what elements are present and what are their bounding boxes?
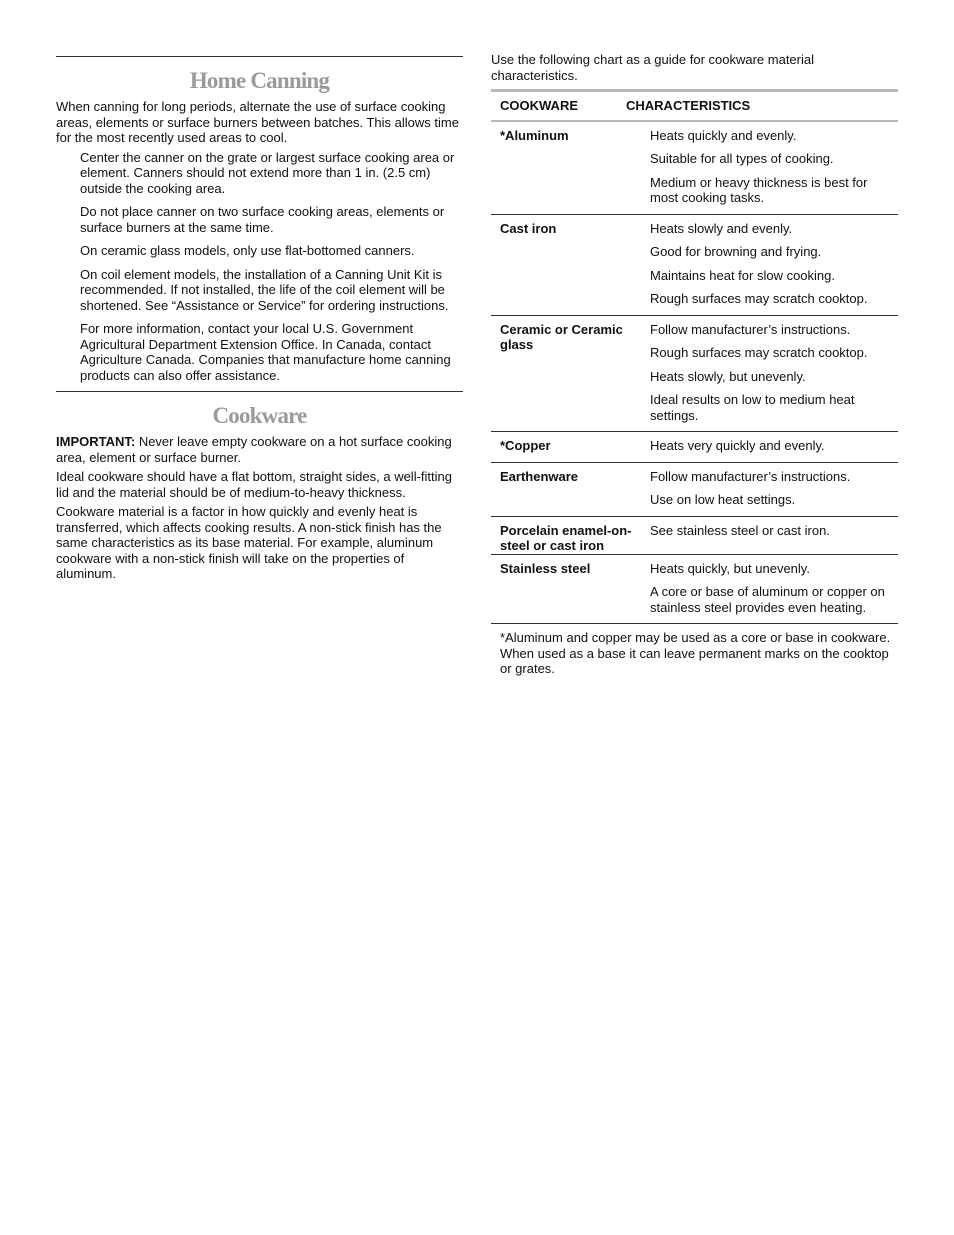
characteristic-item: Heats quickly and evenly.	[650, 127, 797, 143]
characteristic-item: Heats very quickly and evenly.	[650, 438, 825, 453]
canning-point: On coil element models, the installation of a Canning Unit Kit is recommended. If not installed, the life of the coil element will be shortened. See “Assistance or Service” for ordering instructions.	[80, 266, 449, 313]
table-footnote: *Aluminum and copper may be used as a core or base in cookware. When used as a base it can leave permanent marks on the cooktop or grates.	[500, 630, 891, 676]
chart-intro: Use the following chart as a guide for cookware material characteristics.	[491, 52, 814, 83]
home-canning-points	[56, 150, 463, 384]
table-row	[491, 555, 898, 625]
characteristic-item: Rough surfaces may scratch cooktop.	[650, 291, 868, 306]
home-canning-intro: When canning for long periods, alternate the use of surface cooking areas, elements or surface burners between batches. This allows time for the most recently used areas to cool.	[56, 99, 459, 145]
characteristic-item: Medium or heavy thickness is best for most cooking tasks.	[650, 174, 868, 205]
important-text: Never leave empty cookware on a hot surface cooking area, element or surface burner.	[56, 434, 452, 465]
characteristic-item: See stainless steel or cast iron.	[650, 522, 830, 538]
table-row	[491, 463, 898, 517]
cookware-name: Stainless steel	[500, 560, 591, 576]
section-divider	[56, 391, 463, 392]
section-divider	[56, 56, 463, 57]
characteristics-cell	[650, 561, 898, 624]
cookware-para-2: Cookware material is a factor in how quickly and evenly heat is transferred, which affects cooking results. A non-stick finish has the same characteristics as its base material. For example, aluminum cookware with a non-stick finish will take on the properties of aluminum.	[56, 504, 442, 581]
canning-point: Do not place canner on two surface cooking areas, elements or surface burners at the same time.	[80, 204, 445, 235]
table-row	[491, 122, 898, 215]
header-characteristics: CHARACTERISTICS	[626, 98, 751, 113]
characteristic-item: Rough surfaces may scratch cooktop.	[650, 345, 868, 360]
cookware-name: *Copper	[500, 438, 551, 453]
characteristic-item: Heats slowly and evenly.	[650, 220, 793, 236]
cookware-name: *Aluminum	[500, 127, 569, 143]
important-label: IMPORTANT:	[56, 434, 136, 449]
characteristics-cell	[650, 438, 898, 462]
characteristics-cell	[650, 469, 898, 516]
cookware-para-1: Ideal cookware should have a flat bottom, straight sides, a well-fitting lid and the material should be of medium-to-heavy thickness.	[56, 469, 452, 500]
cookware-name: Cast iron	[500, 220, 557, 236]
characteristic-item: Heats slowly, but unevenly.	[650, 368, 806, 384]
characteristics-cell	[650, 221, 898, 315]
left-column	[56, 56, 463, 586]
characteristics-cell	[650, 523, 898, 554]
canning-point: On ceramic glass models, only use flat-bottomed canners.	[80, 243, 415, 258]
cookware-title: Cookware	[212, 403, 307, 428]
table-row	[491, 316, 898, 433]
characteristics-cell	[650, 128, 898, 214]
characteristic-item: Follow manufacturer’s instructions.	[650, 468, 851, 484]
characteristic-item: A core or base of aluminum or copper on stainless steel provides even heating.	[650, 584, 885, 615]
cookware-table-body	[491, 122, 898, 625]
characteristic-item: Use on low heat settings.	[650, 492, 796, 507]
characteristic-item: Ideal results on low to medium heat settings.	[650, 392, 855, 423]
table-row	[491, 215, 898, 316]
cookware-name: Porcelain enamel-on-steel or cast iron	[500, 522, 632, 553]
header-cookware: COOKWARE	[500, 98, 578, 113]
canning-point: Center the canner on the grate or largest surface cooking area or element. Canners should not extend more than 1 in. (2.5 cm) outside the cooking area.	[80, 149, 455, 196]
cookware-name: Ceramic or Ceramic glass	[500, 321, 623, 352]
characteristic-item: Follow manufacturer’s instructions.	[650, 321, 851, 337]
characteristic-item: Maintains heat for slow cooking.	[650, 267, 835, 283]
cookware-name: Earthenware	[500, 468, 579, 484]
table-row	[491, 517, 898, 555]
canning-point: For more information, contact your local U.S. Government Agricultural Department Extension Office. In Canada, contact Agriculture Canada. Companies that manufacture home canning products can also offer assistance.	[80, 321, 451, 383]
home-canning-title: Home Canning	[189, 68, 330, 93]
table-row	[491, 432, 898, 463]
right-column	[491, 52, 898, 677]
characteristic-item: Good for browning and frying.	[650, 244, 822, 259]
characteristics-cell	[650, 322, 898, 432]
characteristic-item: Heats quickly, but unevenly.	[650, 560, 810, 576]
characteristic-item: Suitable for all types of cooking.	[650, 151, 834, 166]
table-header	[491, 92, 898, 122]
cookware-important	[56, 434, 463, 465]
